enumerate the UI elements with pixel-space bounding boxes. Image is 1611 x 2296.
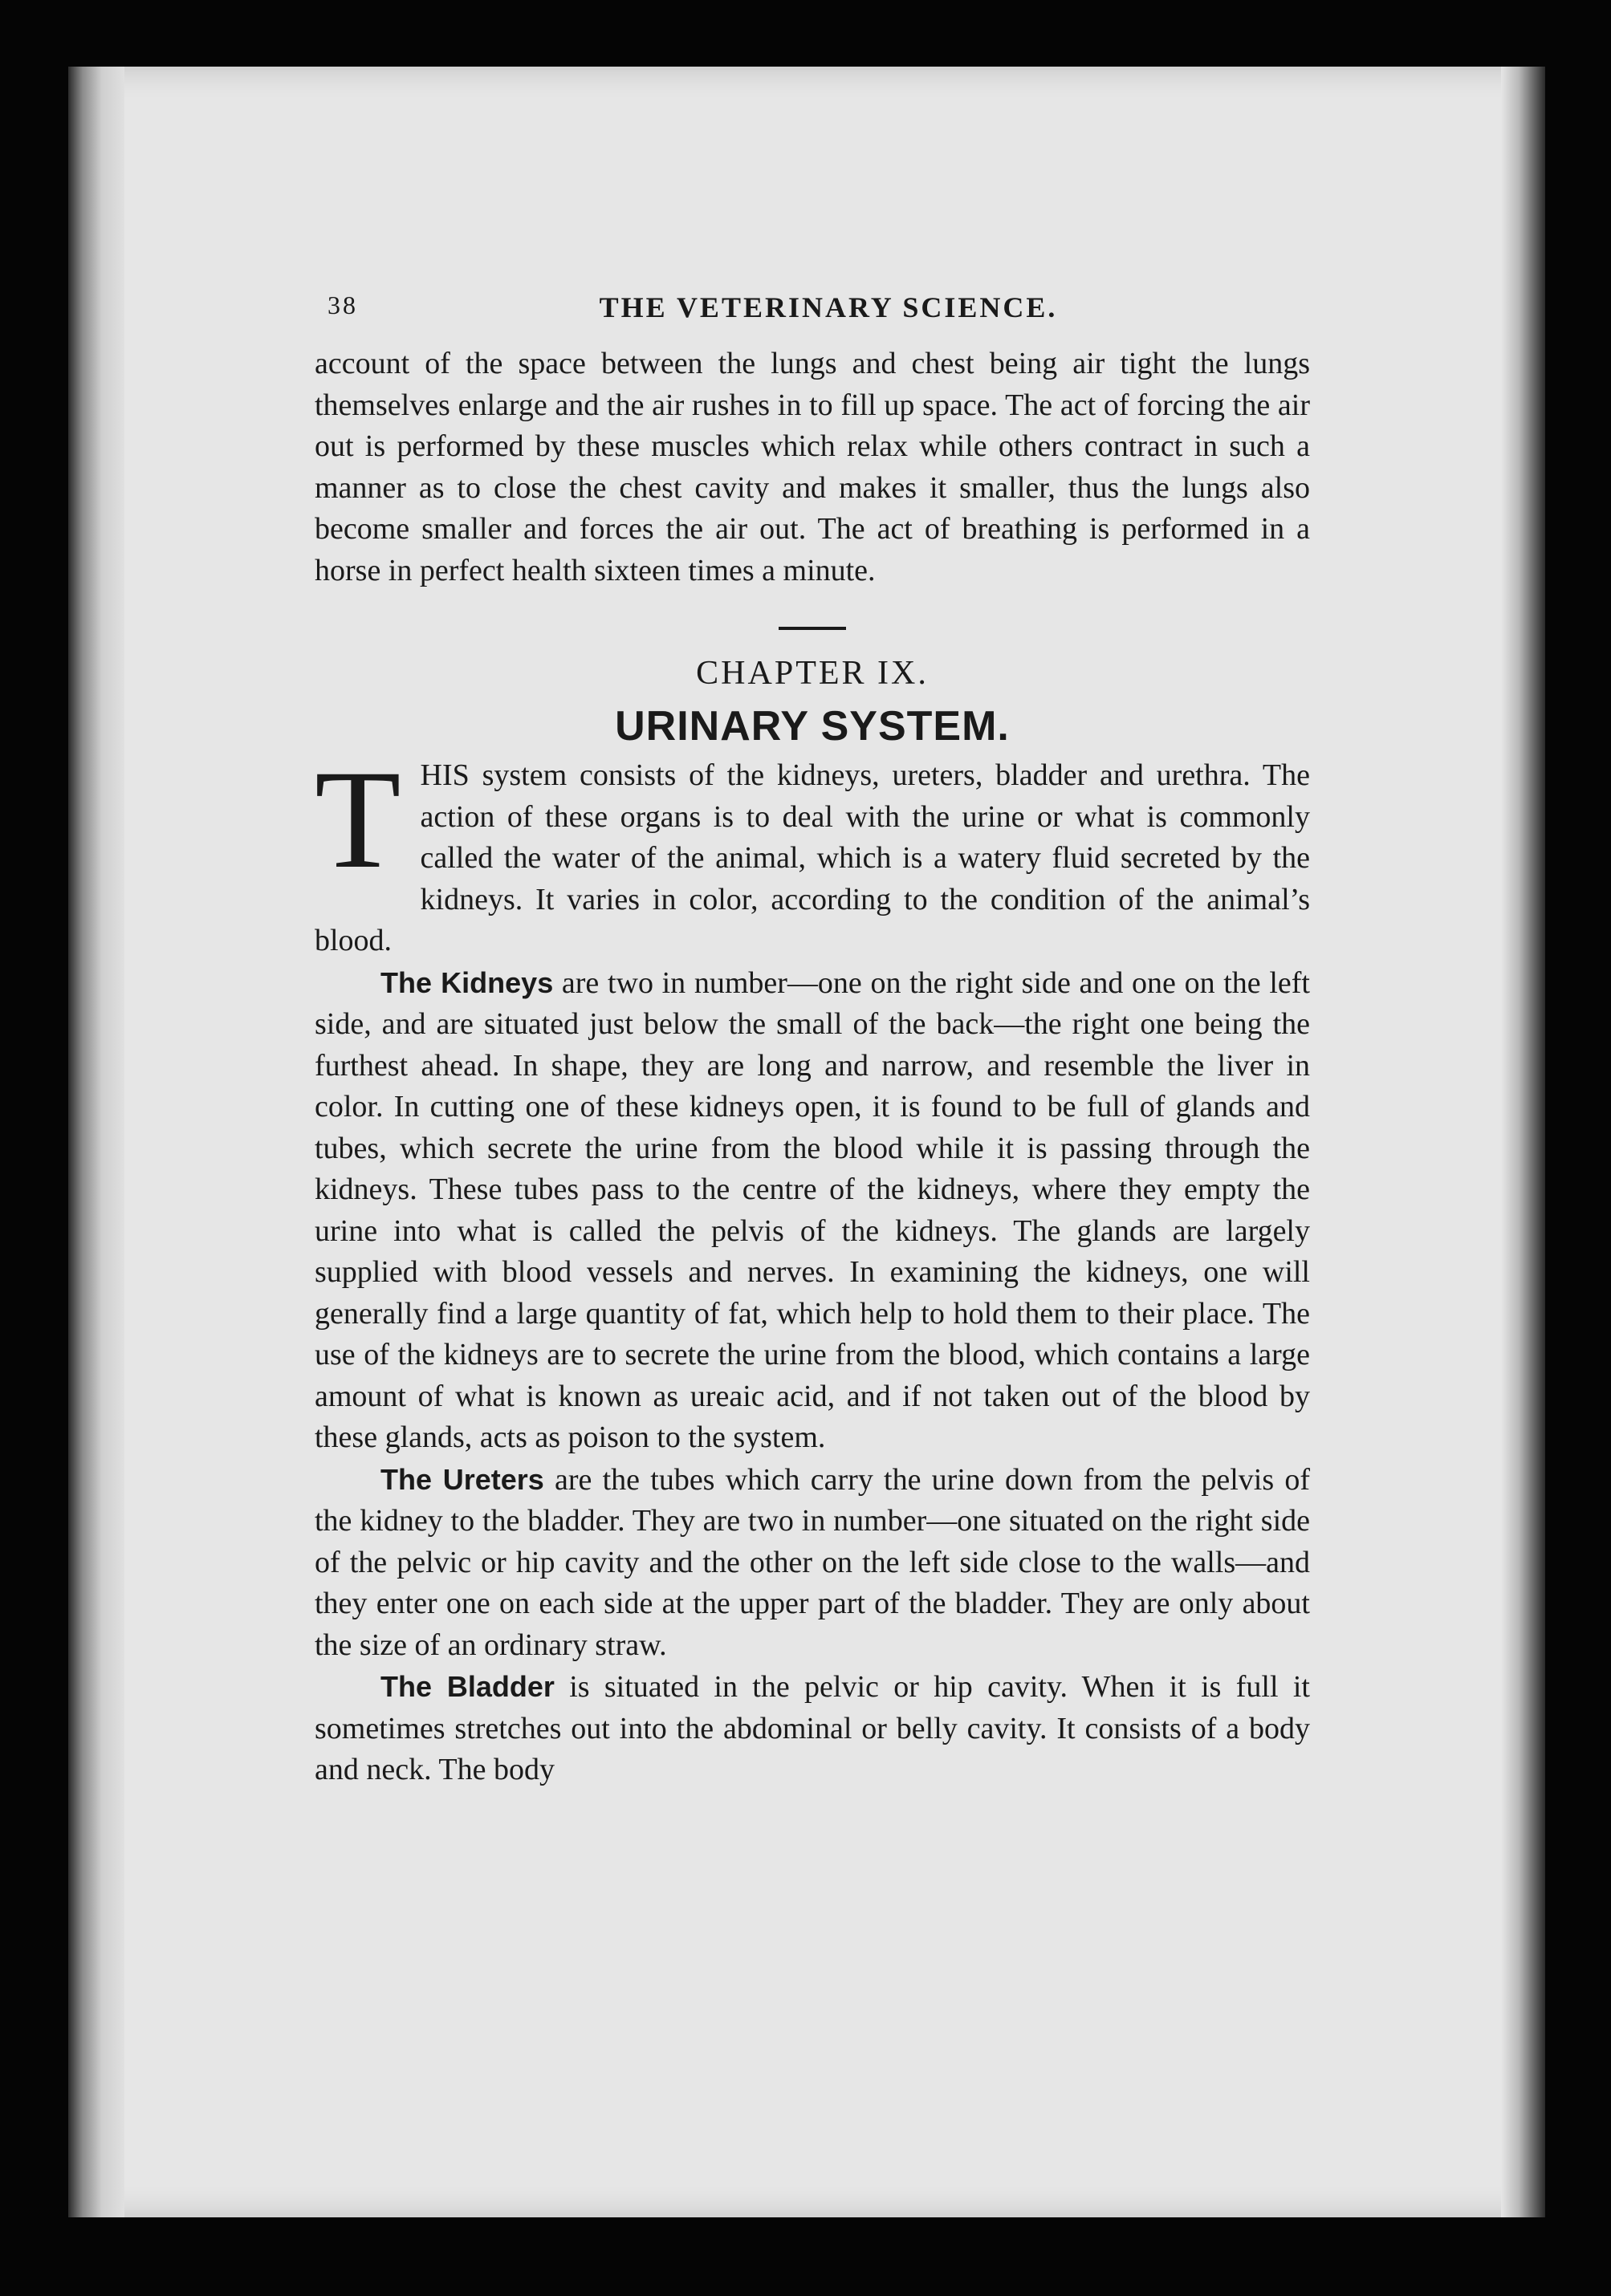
kidneys-text: are two in number—one on the right side and one on the left side, and are situated just below the small of the back—the right one being the furthest ahead. In shape, they are long and narrow, and resemble the liver in color. In cutting one of these kidneys open, it is found to be full of glands and tubes, which secrete the urine from the blood while it is passing through the kidneys. These tubes pass to the centre of the kidneys, where they empty the urine into what is called the pelvis of the kidneys. The glands are largely supplied with blood vessels and nerves. In examining the kidneys, one will generally find a large quantity of fat, which help to hold them to their place. The use of the kidneys are to secrete the urine from the blood, which contains a large amount of what is known as ureaic acid, and if not taken out of the blood by these glands, acts as poison to the system. (315, 965, 1310, 1454)
intro-paragraph (315, 742, 1310, 962)
section-divider (779, 627, 846, 630)
continuation-paragraph: account of the space between the lungs and chest being air tight the lungs themselves enlarge and the air rushes in to fill up space. The act of forcing the air out is performed by these muscles which relax while others contract in such a manner as to close the chest cavity and makes it smaller, thus the lungs also become smaller and forces the air out. The act of breathing is performed in a horse in perfect health sixteen times a minute. (315, 347, 1310, 587)
drop-cap: T (315, 742, 401, 898)
chapter-number: CHAPTER IX. (696, 655, 929, 692)
page-right-edge (1501, 67, 1545, 2217)
bladder-text: is situated in the pelvic or hip cavity. When it is full it sometimes stretches out into the abdominal or belly cavity. It consists of a body and neck. The body (315, 1670, 1310, 1786)
kidneys-paragraph (315, 962, 1310, 1459)
intro-text: HIS system consists of the kidneys, ureters, bladder and urethra. The action of these organs is to deal with the urine or what is commonly called the water of the animal, which is a watery fluid secreted by the kidneys. It varies in color, according to the condition of the animal’s blood. (315, 758, 1310, 957)
page-binding-edge (68, 67, 124, 2217)
bladder-term: The Bladder (380, 1670, 555, 1703)
ureters-term: The Ureters (380, 1462, 544, 1496)
bladder-paragraph (315, 1666, 1310, 1791)
page-number: 38 (327, 291, 358, 319)
kidneys-term: The Kidneys (380, 965, 554, 999)
ureters-paragraph (315, 1459, 1310, 1667)
chapter-title: URINARY SYSTEM. (615, 703, 1010, 750)
running-header (315, 291, 1310, 339)
page-content (315, 291, 1310, 1791)
ureters-text: are the tubes which carry the urine down from the pelvis of the kidney to the bladder. They are two in number—one situated on the right side of the pelvic or hip cavity and the other on the left side close to the walls—and they enter one on each side at the upper part of the bladder. They are only about the size of an ordinary straw. (315, 1462, 1310, 1662)
running-title: THE VETERINARY SCIENCE. (599, 291, 1058, 323)
